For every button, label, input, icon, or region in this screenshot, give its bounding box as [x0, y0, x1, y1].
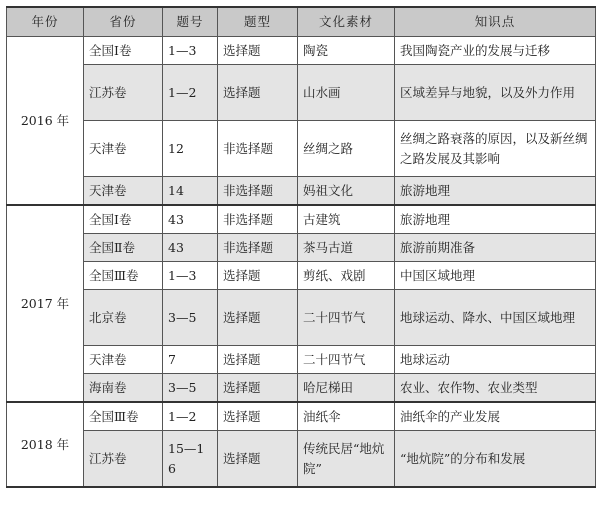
question-type-cell: 非选择题: [218, 205, 298, 234]
culture-material-cell: 丝绸之路: [298, 121, 395, 177]
province-cell: 天津卷: [84, 346, 163, 374]
knowledge-point-cell: 地球运动: [395, 346, 596, 374]
header-year: 年份: [7, 7, 84, 37]
knowledge-point-cell: 区域差异与地貌，以及外力作用: [395, 65, 596, 121]
question-type-cell: 选择题: [218, 402, 298, 431]
header-knowledge: 知识点: [395, 7, 596, 37]
question-type-cell: 非选择题: [218, 121, 298, 177]
table-row: [7, 177, 596, 206]
question-number-cell: 15—16: [163, 431, 218, 488]
header-material: 文化素材: [298, 7, 395, 37]
question-type-cell: 选择题: [218, 262, 298, 290]
culture-material-cell: 哈尼梯田: [298, 374, 395, 403]
header-province: 省份: [84, 7, 163, 37]
header-number: 题号: [163, 7, 218, 37]
culture-material-cell: 二十四节气: [298, 346, 395, 374]
table-body: [7, 37, 596, 488]
table-row: [7, 121, 596, 177]
knowledge-point-cell: 我国陶瓷产业的发展与迁移: [395, 37, 596, 65]
table-row: [7, 374, 596, 403]
question-type-cell: 选择题: [218, 431, 298, 488]
culture-material-cell: 茶马古道: [298, 234, 395, 262]
culture-material-cell: 妈祖文化: [298, 177, 395, 206]
question-number-cell: 3—5: [163, 374, 218, 403]
culture-material-cell: 陶瓷: [298, 37, 395, 65]
question-type-cell: 选择题: [218, 374, 298, 403]
exam-culture-table: [6, 6, 596, 488]
question-number-cell: 3—5: [163, 290, 218, 346]
knowledge-point-cell: “地炕院”的分布和发展: [395, 431, 596, 488]
question-type-cell: 选择题: [218, 290, 298, 346]
culture-material-cell: 油纸伞: [298, 402, 395, 431]
table-row: [7, 346, 596, 374]
year-cell: 2016 年: [7, 37, 84, 206]
table-row: [7, 431, 596, 488]
question-number-cell: 1—2: [163, 402, 218, 431]
question-number-cell: 43: [163, 234, 218, 262]
question-number-cell: 1—3: [163, 37, 218, 65]
knowledge-point-cell: 丝绸之路衰落的原因，以及新丝绸之路发展及其影响: [395, 121, 596, 177]
knowledge-point-cell: 旅游地理: [395, 177, 596, 206]
province-cell: 江苏卷: [84, 65, 163, 121]
province-cell: 全国Ⅱ卷: [84, 234, 163, 262]
province-cell: 全国Ⅲ卷: [84, 262, 163, 290]
question-type-cell: 非选择题: [218, 234, 298, 262]
knowledge-point-cell: 旅游地理: [395, 205, 596, 234]
knowledge-point-cell: 旅游前期准备: [395, 234, 596, 262]
culture-material-cell: 剪纸、戏剧: [298, 262, 395, 290]
province-cell: 天津卷: [84, 121, 163, 177]
culture-material-cell: 二十四节气: [298, 290, 395, 346]
question-type-cell: 选择题: [218, 346, 298, 374]
knowledge-point-cell: 地球运动、降水、中国区域地理: [395, 290, 596, 346]
knowledge-point-cell: 中国区域地理: [395, 262, 596, 290]
year-cell: 2018 年: [7, 402, 84, 487]
year-cell: 2017 年: [7, 205, 84, 402]
knowledge-point-cell: 农业、农作物、农业类型: [395, 374, 596, 403]
province-cell: 北京卷: [84, 290, 163, 346]
table-row: [7, 262, 596, 290]
province-cell: 海南卷: [84, 374, 163, 403]
province-cell: 全国Ⅰ卷: [84, 205, 163, 234]
table-row: [7, 234, 596, 262]
question-type-cell: 非选择题: [218, 177, 298, 206]
culture-material-cell: 传统民居“地炕院”: [298, 431, 395, 488]
province-cell: 江苏卷: [84, 431, 163, 488]
question-number-cell: 1—2: [163, 65, 218, 121]
question-number-cell: 14: [163, 177, 218, 206]
table-row: [7, 205, 596, 234]
table-row: [7, 402, 596, 431]
question-number-cell: 43: [163, 205, 218, 234]
culture-material-cell: 古建筑: [298, 205, 395, 234]
table-row: [7, 290, 596, 346]
question-number-cell: 1—3: [163, 262, 218, 290]
knowledge-point-cell: 油纸伞的产业发展: [395, 402, 596, 431]
question-type-cell: 选择题: [218, 37, 298, 65]
culture-material-cell: 山水画: [298, 65, 395, 121]
question-type-cell: 选择题: [218, 65, 298, 121]
header-type: 题型: [218, 7, 298, 37]
table-row: [7, 37, 596, 65]
province-cell: 全国Ⅲ卷: [84, 402, 163, 431]
question-number-cell: 12: [163, 121, 218, 177]
question-number-cell: 7: [163, 346, 218, 374]
table-row: [7, 65, 596, 121]
province-cell: 全国Ⅰ卷: [84, 37, 163, 65]
table-header-row: [7, 7, 596, 37]
province-cell: 天津卷: [84, 177, 163, 206]
